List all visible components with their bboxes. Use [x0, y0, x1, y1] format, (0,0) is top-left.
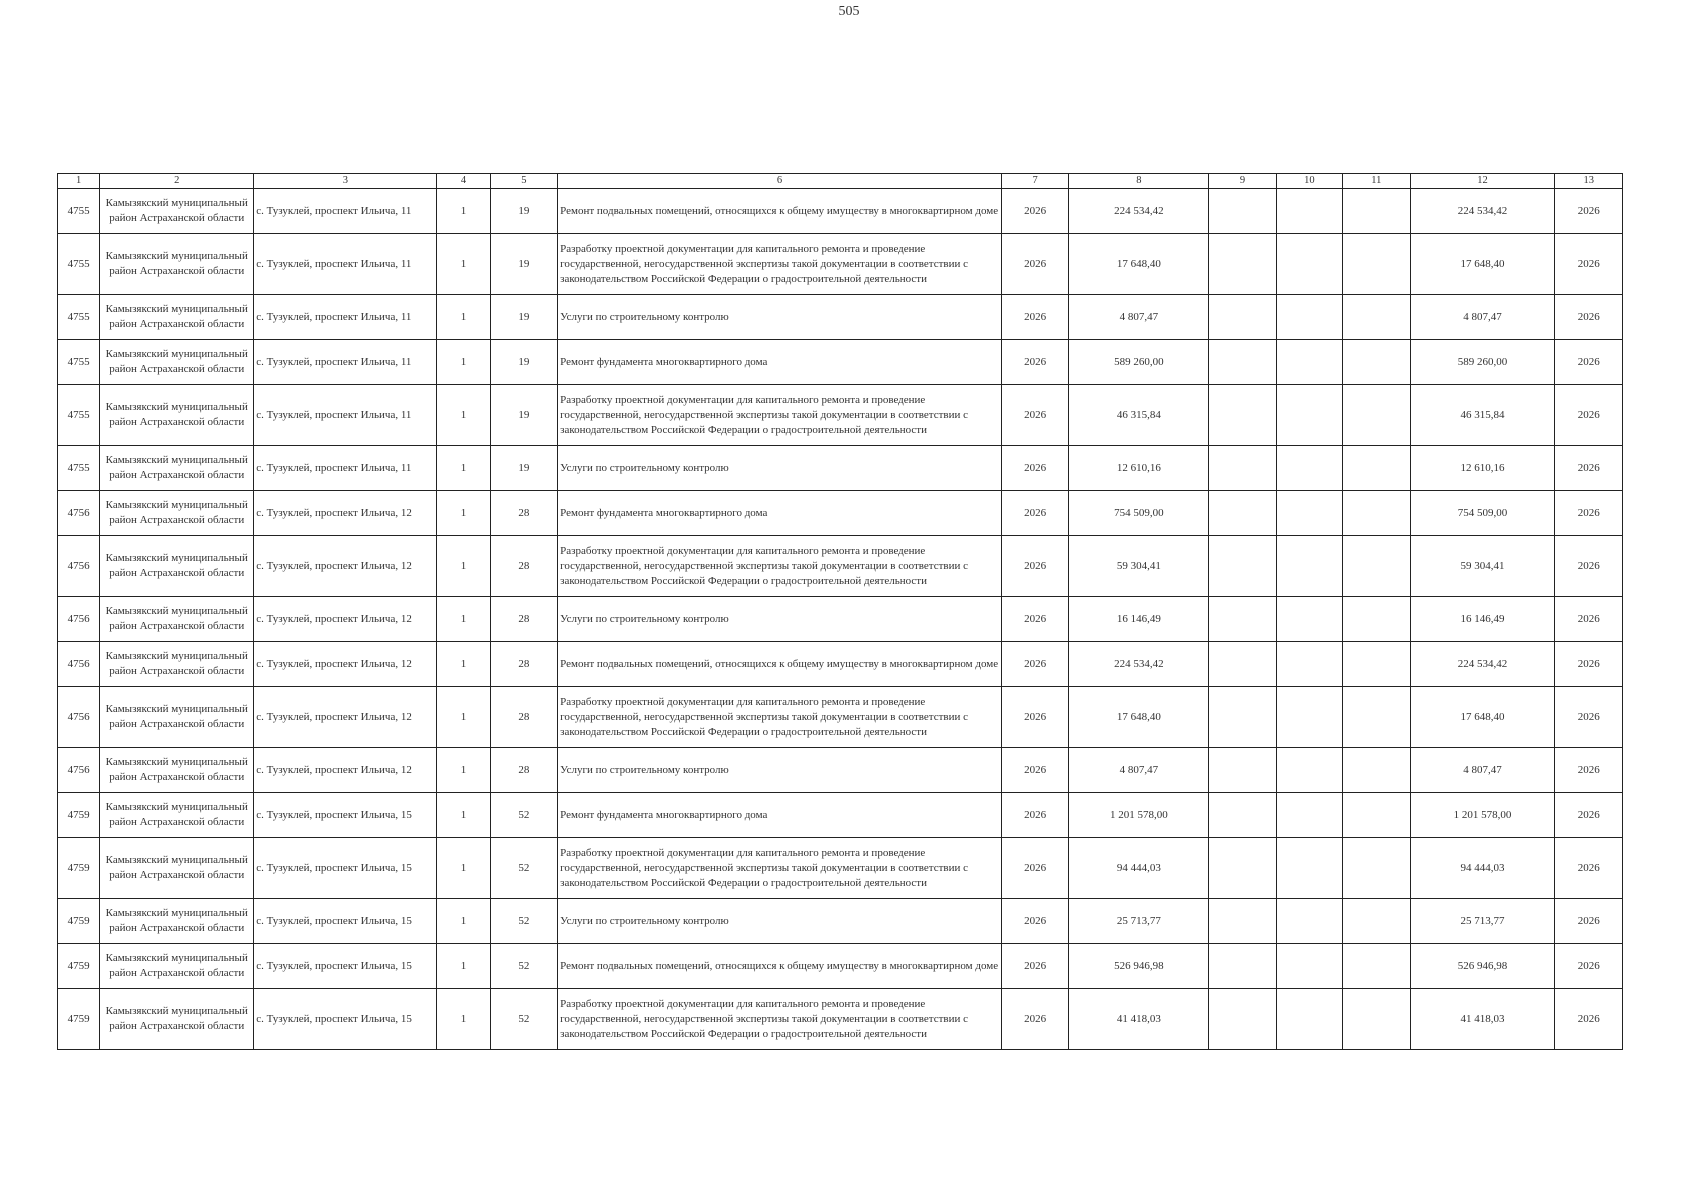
cell-col-9 — [1209, 944, 1276, 989]
cell-cost-fund: 41 418,03 — [1410, 989, 1555, 1050]
cell-year-start: 2026 — [1001, 385, 1068, 446]
cell-cost-total: 224 534,42 — [1069, 189, 1209, 234]
cell-year-end: 2026 — [1555, 491, 1623, 536]
cell-cost-fund: 94 444,03 — [1410, 838, 1555, 899]
cell-cost-total: 4 807,47 — [1069, 748, 1209, 793]
cell-work-type: Разработку проектной документации для капитального ремонта и проведение государственной, негосударственной экспертизы такой документации в соответствии с законодательством Российской Федерации о градостроительной деятельности — [558, 385, 1002, 446]
cell-col-11 — [1343, 899, 1410, 944]
cell-municipality: Камызякский муниципальный район Астраханской области — [100, 491, 254, 536]
cell-col-5: 19 — [490, 295, 557, 340]
cell-year-start: 2026 — [1001, 989, 1068, 1050]
cell-col-4: 1 — [437, 899, 490, 944]
table-row — [58, 385, 1623, 446]
cell-year-end: 2026 — [1555, 234, 1623, 295]
cell-cost-total: 12 610,16 — [1069, 446, 1209, 491]
cell-cost-total: 526 946,98 — [1069, 944, 1209, 989]
cell-address: с. Тузуклей, проспект Ильича, 12 — [254, 687, 437, 748]
cell-cost-total: 754 509,00 — [1069, 491, 1209, 536]
cell-col-5: 52 — [490, 944, 557, 989]
cell-col-9 — [1209, 295, 1276, 340]
cell-year-end: 2026 — [1555, 597, 1623, 642]
cell-col-10 — [1276, 899, 1342, 944]
cell-year-start: 2026 — [1001, 687, 1068, 748]
cell-object-id: 4756 — [58, 597, 100, 642]
cell-year-end: 2026 — [1555, 838, 1623, 899]
cell-cost-fund: 16 146,49 — [1410, 597, 1555, 642]
cell-work-type: Разработку проектной документации для капитального ремонта и проведение государственной, негосударственной экспертизы такой документации в соответствии с законодательством Российской Федерации о градостроительной деятельности — [558, 536, 1002, 597]
cell-col-10 — [1276, 989, 1342, 1050]
cell-municipality: Камызякский муниципальный район Астраханской области — [100, 446, 254, 491]
cell-col-4: 1 — [437, 642, 490, 687]
cell-col-11 — [1343, 189, 1410, 234]
cell-address: с. Тузуклей, проспект Ильича, 15 — [254, 899, 437, 944]
cell-col-4: 1 — [437, 748, 490, 793]
cell-col-9 — [1209, 899, 1276, 944]
cell-col-4: 1 — [437, 989, 490, 1050]
cell-col-10 — [1276, 944, 1342, 989]
cell-year-start: 2026 — [1001, 899, 1068, 944]
cell-cost-fund: 589 260,00 — [1410, 340, 1555, 385]
cell-year-end: 2026 — [1555, 642, 1623, 687]
cell-object-id: 4759 — [58, 989, 100, 1050]
cell-col-5: 28 — [490, 687, 557, 748]
cell-col-9 — [1209, 748, 1276, 793]
cell-year-end: 2026 — [1555, 189, 1623, 234]
cell-cost-fund: 4 807,47 — [1410, 295, 1555, 340]
cell-col-9 — [1209, 838, 1276, 899]
cell-col-10 — [1276, 234, 1342, 295]
cell-address: с. Тузуклей, проспект Ильича, 11 — [254, 340, 437, 385]
table-row — [58, 838, 1623, 899]
cell-cost-total: 1 201 578,00 — [1069, 793, 1209, 838]
cell-object-id: 4755 — [58, 295, 100, 340]
cell-municipality: Камызякский муниципальный район Астраханской области — [100, 234, 254, 295]
cell-col-10 — [1276, 446, 1342, 491]
cell-col-9 — [1209, 989, 1276, 1050]
cell-address: с. Тузуклей, проспект Ильича, 12 — [254, 748, 437, 793]
cell-col-5: 28 — [490, 597, 557, 642]
cell-col-9 — [1209, 189, 1276, 234]
page-number: 505 — [838, 4, 860, 19]
cell-work-type: Ремонт подвальных помещений, относящихся к общему имуществу в многоквартирном доме — [558, 642, 1002, 687]
column-header-4: 4 — [437, 174, 490, 189]
cell-col-11 — [1343, 748, 1410, 793]
cell-col-10 — [1276, 793, 1342, 838]
cell-work-type: Услуги по строительному контролю — [558, 899, 1002, 944]
cell-year-start: 2026 — [1001, 446, 1068, 491]
column-header-5: 5 — [490, 174, 557, 189]
cell-year-end: 2026 — [1555, 295, 1623, 340]
cell-cost-fund: 224 534,42 — [1410, 642, 1555, 687]
cell-cost-fund: 12 610,16 — [1410, 446, 1555, 491]
table-row — [58, 340, 1623, 385]
cell-col-11 — [1343, 385, 1410, 446]
table-row — [58, 899, 1623, 944]
cell-col-10 — [1276, 748, 1342, 793]
table-row — [58, 597, 1623, 642]
cell-year-start: 2026 — [1001, 642, 1068, 687]
cell-work-type: Ремонт фундамента многоквартирного дома — [558, 793, 1002, 838]
cell-cost-total: 224 534,42 — [1069, 642, 1209, 687]
cell-cost-fund: 4 807,47 — [1410, 748, 1555, 793]
cell-cost-total: 94 444,03 — [1069, 838, 1209, 899]
cell-object-id: 4755 — [58, 189, 100, 234]
cell-col-5: 52 — [490, 793, 557, 838]
cell-year-end: 2026 — [1555, 748, 1623, 793]
cell-address: с. Тузуклей, проспект Ильича, 11 — [254, 189, 437, 234]
cell-col-11 — [1343, 944, 1410, 989]
cell-col-4: 1 — [437, 189, 490, 234]
cell-col-10 — [1276, 491, 1342, 536]
cell-work-type: Услуги по строительному контролю — [558, 295, 1002, 340]
cell-object-id: 4759 — [58, 944, 100, 989]
cell-col-5: 28 — [490, 536, 557, 597]
table-row — [58, 944, 1623, 989]
cell-object-id: 4755 — [58, 340, 100, 385]
table-row — [58, 989, 1623, 1050]
table-row — [58, 687, 1623, 748]
cell-work-type: Услуги по строительному контролю — [558, 748, 1002, 793]
cell-address: с. Тузуклей, проспект Ильича, 11 — [254, 446, 437, 491]
table-body — [58, 189, 1623, 1050]
cell-col-4: 1 — [437, 234, 490, 295]
cell-address: с. Тузуклей, проспект Ильича, 12 — [254, 491, 437, 536]
cell-col-9 — [1209, 340, 1276, 385]
header-row — [58, 174, 1623, 189]
cell-col-10 — [1276, 385, 1342, 446]
cell-col-11 — [1343, 642, 1410, 687]
cell-year-start: 2026 — [1001, 340, 1068, 385]
cell-year-start: 2026 — [1001, 234, 1068, 295]
cell-work-type: Ремонт фундамента многоквартирного дома — [558, 491, 1002, 536]
table-row — [58, 189, 1623, 234]
cell-cost-fund: 526 946,98 — [1410, 944, 1555, 989]
table-row — [58, 491, 1623, 536]
cell-col-4: 1 — [437, 340, 490, 385]
column-header-10: 10 — [1276, 174, 1342, 189]
cell-address: с. Тузуклей, проспект Ильича, 12 — [254, 597, 437, 642]
cell-cost-total: 589 260,00 — [1069, 340, 1209, 385]
cell-year-end: 2026 — [1555, 536, 1623, 597]
cell-year-start: 2026 — [1001, 748, 1068, 793]
cell-col-9 — [1209, 491, 1276, 536]
cell-work-type: Разработку проектной документации для капитального ремонта и проведение государственной, негосударственной экспертизы такой документации в соответствии с законодательством Российской Федерации о градостроительной деятельности — [558, 234, 1002, 295]
cell-work-type: Услуги по строительному контролю — [558, 597, 1002, 642]
cell-address: с. Тузуклей, проспект Ильича, 15 — [254, 944, 437, 989]
cell-col-9 — [1209, 793, 1276, 838]
cell-object-id: 4756 — [58, 642, 100, 687]
column-header-12: 12 — [1410, 174, 1555, 189]
cell-col-4: 1 — [437, 491, 490, 536]
cell-col-9 — [1209, 642, 1276, 687]
cell-cost-total: 41 418,03 — [1069, 989, 1209, 1050]
column-header-11: 11 — [1343, 174, 1410, 189]
cell-object-id: 4756 — [58, 536, 100, 597]
cell-col-9 — [1209, 446, 1276, 491]
cell-col-10 — [1276, 189, 1342, 234]
cell-work-type: Разработку проектной документации для капитального ремонта и проведение государственной, негосударственной экспертизы такой документации в соответствии с законодательством Российской Федерации о градостроительной деятельности — [558, 838, 1002, 899]
cell-col-11 — [1343, 989, 1410, 1050]
column-header-2: 2 — [100, 174, 254, 189]
cell-cost-total: 16 146,49 — [1069, 597, 1209, 642]
column-header-7: 7 — [1001, 174, 1068, 189]
cell-col-5: 19 — [490, 340, 557, 385]
cell-col-10 — [1276, 536, 1342, 597]
cell-municipality: Камызякский муниципальный район Астраханской области — [100, 944, 254, 989]
cell-year-end: 2026 — [1555, 989, 1623, 1050]
table-row — [58, 748, 1623, 793]
cell-work-type: Услуги по строительному контролю — [558, 446, 1002, 491]
cell-col-4: 1 — [437, 295, 490, 340]
cell-cost-fund: 59 304,41 — [1410, 536, 1555, 597]
cell-year-end: 2026 — [1555, 687, 1623, 748]
cell-year-end: 2026 — [1555, 340, 1623, 385]
cell-col-5: 19 — [490, 446, 557, 491]
cell-work-type: Ремонт подвальных помещений, относящихся к общему имуществу в многоквартирном доме — [558, 944, 1002, 989]
cell-address: с. Тузуклей, проспект Ильича, 11 — [254, 234, 437, 295]
cell-col-11 — [1343, 340, 1410, 385]
cell-object-id: 4755 — [58, 234, 100, 295]
cell-year-end: 2026 — [1555, 899, 1623, 944]
cell-municipality: Камызякский муниципальный район Астраханской области — [100, 642, 254, 687]
cell-municipality: Камызякский муниципальный район Астраханской области — [100, 989, 254, 1050]
cell-col-5: 19 — [490, 189, 557, 234]
cell-year-start: 2026 — [1001, 838, 1068, 899]
cell-col-11 — [1343, 536, 1410, 597]
cell-col-11 — [1343, 234, 1410, 295]
cell-municipality: Камызякский муниципальный район Астраханской области — [100, 340, 254, 385]
cell-col-10 — [1276, 597, 1342, 642]
cell-work-type: Разработку проектной документации для капитального ремонта и проведение государственной, негосударственной экспертизы такой документации в соответствии с законодательством Российской Федерации о градостроительной деятельности — [558, 989, 1002, 1050]
cell-address: с. Тузуклей, проспект Ильича, 15 — [254, 989, 437, 1050]
table-row — [58, 446, 1623, 491]
cell-municipality: Камызякский муниципальный район Астраханской области — [100, 536, 254, 597]
cell-year-end: 2026 — [1555, 944, 1623, 989]
cell-col-4: 1 — [437, 838, 490, 899]
cell-col-11 — [1343, 838, 1410, 899]
cell-object-id: 4759 — [58, 838, 100, 899]
cell-col-5: 52 — [490, 899, 557, 944]
cell-address: с. Тузуклей, проспект Ильича, 12 — [254, 536, 437, 597]
table-row — [58, 295, 1623, 340]
cell-col-5: 28 — [490, 748, 557, 793]
cell-object-id: 4755 — [58, 385, 100, 446]
cell-col-11 — [1343, 446, 1410, 491]
cell-year-start: 2026 — [1001, 793, 1068, 838]
cell-year-start: 2026 — [1001, 189, 1068, 234]
cell-col-5: 52 — [490, 838, 557, 899]
cell-municipality: Камызякский муниципальный район Астраханской области — [100, 385, 254, 446]
cell-col-10 — [1276, 295, 1342, 340]
cell-col-10 — [1276, 642, 1342, 687]
cell-cost-total: 17 648,40 — [1069, 687, 1209, 748]
cell-work-type: Ремонт подвальных помещений, относящихся к общему имуществу в многоквартирном доме — [558, 189, 1002, 234]
registry-table — [57, 173, 1623, 1050]
table-row — [58, 642, 1623, 687]
cell-cost-total: 25 713,77 — [1069, 899, 1209, 944]
column-header-6: 6 — [558, 174, 1002, 189]
cell-municipality: Камызякский муниципальный район Астраханской области — [100, 597, 254, 642]
cell-col-11 — [1343, 687, 1410, 748]
cell-address: с. Тузуклей, проспект Ильича, 15 — [254, 838, 437, 899]
column-header-3: 3 — [254, 174, 437, 189]
cell-year-start: 2026 — [1001, 597, 1068, 642]
cell-municipality: Камызякский муниципальный район Астраханской области — [100, 748, 254, 793]
cell-col-11 — [1343, 597, 1410, 642]
cell-cost-fund: 46 315,84 — [1410, 385, 1555, 446]
cell-col-4: 1 — [437, 446, 490, 491]
cell-municipality: Камызякский муниципальный район Астраханской области — [100, 189, 254, 234]
cell-year-end: 2026 — [1555, 446, 1623, 491]
cell-col-9 — [1209, 234, 1276, 295]
table-row — [58, 793, 1623, 838]
cell-object-id: 4759 — [58, 793, 100, 838]
column-header-8: 8 — [1069, 174, 1209, 189]
cell-col-9 — [1209, 597, 1276, 642]
cell-work-type: Ремонт фундамента многоквартирного дома — [558, 340, 1002, 385]
cell-work-type: Разработку проектной документации для капитального ремонта и проведение государственной, негосударственной экспертизы такой документации в соответствии с законодательством Российской Федерации о градостроительной деятельности — [558, 687, 1002, 748]
cell-year-end: 2026 — [1555, 793, 1623, 838]
cell-address: с. Тузуклей, проспект Ильича, 11 — [254, 295, 437, 340]
cell-col-11 — [1343, 295, 1410, 340]
cell-cost-fund: 17 648,40 — [1410, 234, 1555, 295]
cell-address: с. Тузуклей, проспект Ильича, 15 — [254, 793, 437, 838]
cell-cost-total: 17 648,40 — [1069, 234, 1209, 295]
cell-cost-fund: 754 509,00 — [1410, 491, 1555, 536]
cell-municipality: Камызякский муниципальный район Астраханской области — [100, 793, 254, 838]
cell-municipality: Камызякский муниципальный район Астраханской области — [100, 687, 254, 748]
cell-col-4: 1 — [437, 597, 490, 642]
cell-col-4: 1 — [437, 793, 490, 838]
cell-col-4: 1 — [437, 944, 490, 989]
cell-object-id: 4756 — [58, 748, 100, 793]
cell-object-id: 4756 — [58, 687, 100, 748]
cell-cost-fund: 224 534,42 — [1410, 189, 1555, 234]
cell-col-9 — [1209, 687, 1276, 748]
cell-cost-total: 59 304,41 — [1069, 536, 1209, 597]
table-row — [58, 536, 1623, 597]
cell-col-10 — [1276, 687, 1342, 748]
column-header-9: 9 — [1209, 174, 1276, 189]
cell-year-end: 2026 — [1555, 385, 1623, 446]
cell-year-start: 2026 — [1001, 295, 1068, 340]
cell-year-start: 2026 — [1001, 944, 1068, 989]
cell-cost-total: 46 315,84 — [1069, 385, 1209, 446]
cell-col-11 — [1343, 793, 1410, 838]
cell-col-11 — [1343, 491, 1410, 536]
cell-address: с. Тузуклей, проспект Ильича, 11 — [254, 385, 437, 446]
cell-col-5: 28 — [490, 491, 557, 536]
table-row — [58, 234, 1623, 295]
column-header-13: 13 — [1555, 174, 1623, 189]
cell-cost-fund: 1 201 578,00 — [1410, 793, 1555, 838]
cell-object-id: 4756 — [58, 491, 100, 536]
cell-year-start: 2026 — [1001, 536, 1068, 597]
cell-municipality: Камызякский муниципальный район Астраханской области — [100, 838, 254, 899]
cell-col-5: 28 — [490, 642, 557, 687]
cell-col-9 — [1209, 385, 1276, 446]
cell-col-5: 19 — [490, 234, 557, 295]
cell-col-4: 1 — [437, 687, 490, 748]
cell-col-9 — [1209, 536, 1276, 597]
cell-cost-fund: 25 713,77 — [1410, 899, 1555, 944]
cell-address: с. Тузуклей, проспект Ильича, 12 — [254, 642, 437, 687]
cell-cost-total: 4 807,47 — [1069, 295, 1209, 340]
cell-col-5: 52 — [490, 989, 557, 1050]
cell-year-start: 2026 — [1001, 491, 1068, 536]
cell-col-4: 1 — [437, 385, 490, 446]
cell-municipality: Камызякский муниципальный район Астраханской области — [100, 295, 254, 340]
column-header-1: 1 — [58, 174, 100, 189]
cell-cost-fund: 17 648,40 — [1410, 687, 1555, 748]
cell-object-id: 4755 — [58, 446, 100, 491]
cell-object-id: 4759 — [58, 899, 100, 944]
cell-col-10 — [1276, 838, 1342, 899]
cell-municipality: Камызякский муниципальный район Астраханской области — [100, 899, 254, 944]
cell-col-5: 19 — [490, 385, 557, 446]
cell-col-10 — [1276, 340, 1342, 385]
cell-col-4: 1 — [437, 536, 490, 597]
